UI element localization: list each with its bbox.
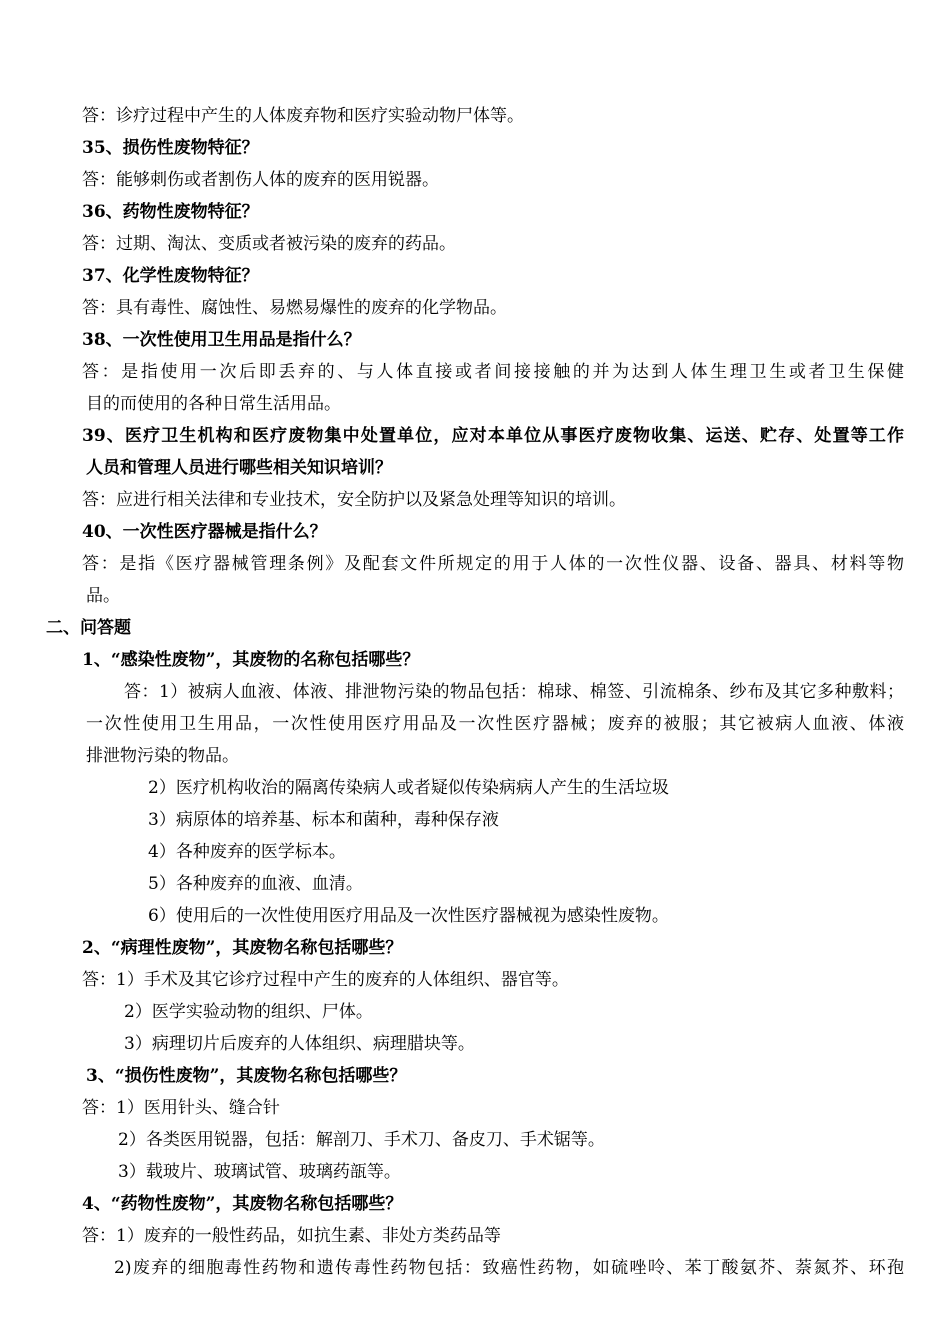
answer-40-line-1: 答：是指《医疗器械管理条例》及配套文件所规定的用于人体的一次性仪器、设备、器具、材料等物 xyxy=(82,554,904,574)
essay-answer-3-item-3: 3）载玻片、玻璃试管、玻璃药瓿等。 xyxy=(118,1162,401,1182)
essay-answer-1-item-5: 5）各种废弃的血液、血清。 xyxy=(148,874,363,894)
answer-37: 答：具有毒性、腐蚀性、易燃易爆性的废弃的化学物品。 xyxy=(82,298,507,318)
answer-34: 答：诊疗过程中产生的人体废弃物和医疗实验动物尸体等。 xyxy=(82,106,524,126)
answer-38-line-2: 目的而使用的各种日常生活用品。 xyxy=(86,394,341,414)
answer-35: 答：能够刺伤或者割伤人体的废弃的医用锐器。 xyxy=(82,170,439,190)
essay-answer-4-item-1: 答：1）废弃的一般性药品，如抗生素、非处方类药品等 xyxy=(82,1226,501,1246)
question-38: 38、一次性使用卫生用品是指什么？ xyxy=(82,330,361,350)
essay-answer-3-item-2: 2）各类医用锐器，包括：解剖刀、手术刀、备皮刀、手术锯等。 xyxy=(118,1130,605,1150)
essay-question-3: 3、“损伤性废物”，其废物名称包括哪些？ xyxy=(86,1066,407,1086)
answer-40-line-2: 品。 xyxy=(86,586,120,606)
essay-answer-4-item-2: 2)废弃的细胞毒性药物和遗传毒性药物包括：致癌性药物，如硫唑呤、苯丁酸氨芥、萘氮芥、环孢 xyxy=(114,1258,904,1278)
answer-36: 答：过期、淘汰、变质或者被污染的废弃的药品。 xyxy=(82,234,456,254)
essay-answer-2-item-3: 3）病理切片后废弃的人体组织、病理腊块等。 xyxy=(124,1034,475,1054)
essay-question-1: 1、“感染性废物”，其废物的名称包括哪些？ xyxy=(82,650,420,670)
essay-answer-2-item-2: 2）医学实验动物的组织、尸体。 xyxy=(124,1002,373,1022)
essay-question-2: 2、“病理性废物”，其废物名称包括哪些？ xyxy=(82,938,403,958)
essay-answer-1-item-3: 3）病原体的培养基、标本和菌种，毒种保存液 xyxy=(148,810,499,830)
essay-answer-1-item-2: 2）医疗机构收治的隔离传染病人或者疑似传染病病人产生的生活垃圾 xyxy=(148,778,669,798)
question-40: 40、一次性医疗器械是指什么？ xyxy=(82,522,327,542)
question-39-line-1: 39、医疗卫生机构和医疗废物集中处置单位，应对本单位从事医疗废物收集、运送、贮存、处置等工作 xyxy=(82,426,904,446)
essay-answer-1-line-2: 一次性使用卫生用品，一次性使用医疗用品及一次性医疗器械；废弃的被服；其它被病人血液、体液 xyxy=(86,714,904,734)
answer-39: 答：应进行相关法律和专业技术，安全防护以及紧急处理等知识的培训。 xyxy=(82,490,626,510)
essay-answer-3-item-1: 答：1）医用针头、缝合针 xyxy=(82,1098,280,1118)
essay-answer-2-item-1: 答：1）手术及其它诊疗过程中产生的废弃的人体组织、器官等。 xyxy=(82,970,569,990)
essay-answer-1-item-6: 6）使用后的一次性使用医疗用品及一次性医疗器械视为感染性废物。 xyxy=(148,906,669,926)
question-37: 37、化学性废物特征？ xyxy=(82,266,259,286)
question-39-line-2: 人员和管理人员进行哪些相关知识培训？ xyxy=(86,458,392,478)
question-36: 36、药物性废物特征？ xyxy=(82,202,259,222)
essay-answer-1-line-1: 答：1）被病人血液、体液、排泄物污染的物品包括：棉球、棉签、引流棉条、纱布及其它多种敷料； xyxy=(124,682,904,702)
essay-answer-1-line-3: 排泄物污染的物品。 xyxy=(86,746,239,766)
answer-38-line-1: 答：是指使用一次后即丢弃的、与人体直接或者间接接触的并为达到人体生理卫生或者卫生保健 xyxy=(82,362,904,382)
section-heading: 二、问答题 xyxy=(46,618,131,638)
essay-question-4: 4、“药物性废物”，其废物名称包括哪些？ xyxy=(82,1194,403,1214)
question-35: 35、损伤性废物特征？ xyxy=(82,138,259,158)
essay-answer-1-item-4: 4）各种废弃的医学标本。 xyxy=(148,842,346,862)
